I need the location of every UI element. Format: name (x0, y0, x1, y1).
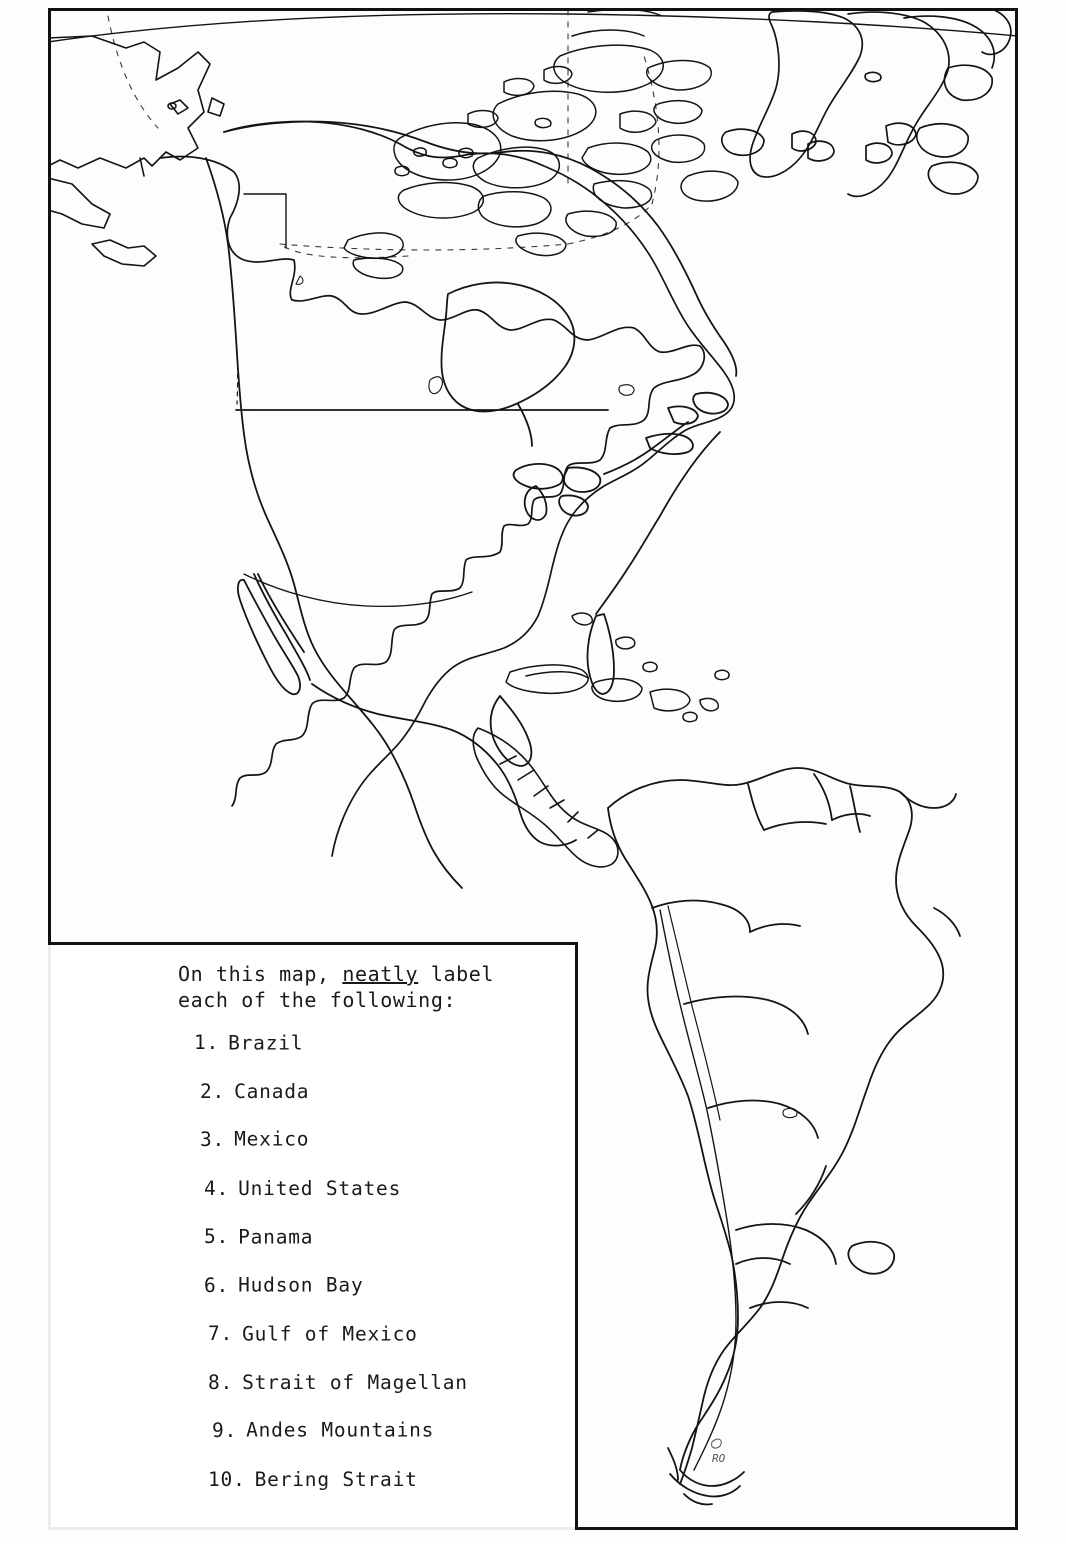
list-item-number: 3. (200, 1128, 226, 1151)
instruction-line-1 (178, 961, 565, 987)
list-item (178, 1019, 565, 1068)
list-item-label: Brazil (228, 1031, 304, 1055)
instruction-line-2: each of the following: (178, 988, 457, 1012)
list-item-number: 2. (200, 1079, 226, 1103)
list-item-label: Andes Mountains (246, 1418, 435, 1442)
list-item (178, 1310, 565, 1359)
list-item (178, 1359, 565, 1408)
label-task-list (178, 1019, 565, 1504)
list-item (178, 1068, 565, 1117)
list-item-number: 4. (204, 1176, 230, 1200)
margin-scribble-text: RO (712, 1452, 726, 1465)
list-item-label: United States (238, 1176, 402, 1200)
list-item-label: Bering Strait (254, 1467, 418, 1491)
list-item (178, 1213, 565, 1262)
list-item-label: Mexico (234, 1127, 310, 1151)
list-item (178, 1262, 565, 1311)
list-item (178, 1165, 565, 1214)
list-item-number: 7. (208, 1322, 234, 1345)
list-item (178, 1456, 565, 1505)
list-item (178, 1116, 565, 1165)
list-item-label: Strait of Magellan (242, 1370, 468, 1394)
instruction-suffix: label (418, 962, 495, 986)
list-item-number: 5. (204, 1225, 230, 1248)
instruction-emphasis: neatly (342, 962, 419, 986)
list-item-number: 9. (212, 1419, 238, 1442)
list-item-label: Hudson Bay (238, 1273, 364, 1297)
instructions-panel (48, 942, 578, 1530)
instruction-prefix: On this map, (178, 962, 343, 986)
list-item-number: 8. (208, 1370, 234, 1394)
list-item-label: Canada (234, 1079, 310, 1103)
list-item-label: Panama (238, 1225, 314, 1249)
list-item-label: Gulf of Mexico (242, 1322, 418, 1346)
list-item-number: 6. (204, 1273, 230, 1297)
list-item-number: 10. (208, 1467, 246, 1491)
list-item (178, 1407, 565, 1456)
list-item-number: 1. (194, 1031, 220, 1054)
